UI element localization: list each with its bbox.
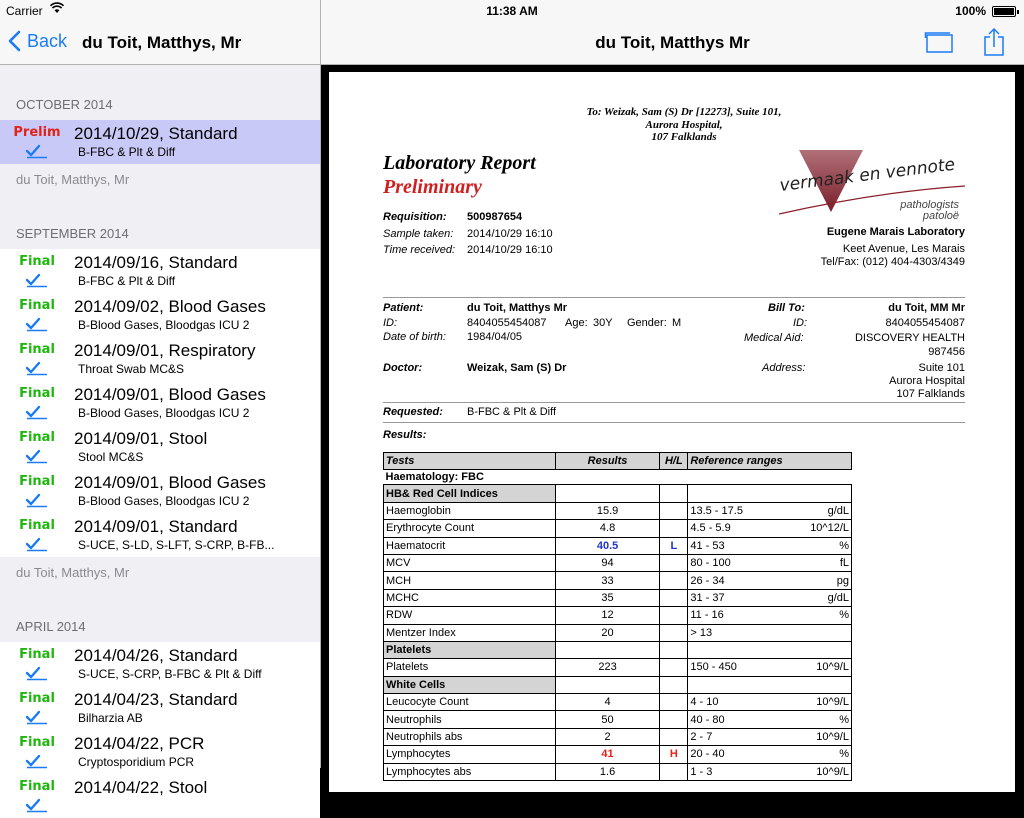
empty-cell [555, 641, 660, 658]
address-line: Aurora Hospital, [645, 118, 723, 131]
report-status: Preliminary [383, 176, 482, 198]
reference-range: 1 - 3 [690, 765, 713, 778]
report-list-item[interactable] [0, 337, 320, 381]
unit: g/dL [827, 591, 849, 604]
subsection-name: Platelets [384, 641, 556, 658]
reference-range-cell [688, 694, 852, 711]
report-status-badge: Final [19, 254, 55, 269]
lab-contact: Tel/Fax: (012) 404-4303/4349 [820, 256, 965, 268]
test-result: 20 [555, 624, 660, 641]
test-result: 41 [555, 746, 660, 763]
results-label: Results: [383, 429, 427, 441]
reference-range: 150 - 450 [690, 661, 737, 674]
column-header-reference: Reference ranges [688, 453, 852, 470]
report-viewer[interactable] [321, 65, 1024, 778]
reference-range: 26 - 34 [690, 574, 725, 587]
column-header-flag: H/L [660, 453, 688, 470]
right-navigation-bar [321, 22, 1024, 65]
lab-report-page [329, 72, 1015, 792]
report-item-title: 2014/04/22, PCR [74, 734, 205, 753]
report-list-item[interactable] [0, 293, 320, 337]
section-header [0, 194, 320, 249]
report-item-title: 2014/10/29, Standard [74, 124, 238, 143]
table-row [384, 554, 852, 571]
report-nav-title: du Toit, Matthys Mr [595, 33, 750, 52]
table-row [384, 659, 852, 676]
report-item-subtitle: Bilharzia AB [78, 711, 143, 725]
sample-taken-value: 2014/10/29 16:10 [467, 228, 553, 240]
result-flag [660, 607, 688, 624]
report-item-title: 2014/09/01, Blood Gases [74, 473, 266, 492]
section-header [0, 587, 320, 642]
divider [383, 297, 965, 298]
table-row [384, 694, 852, 711]
result-flag [660, 624, 688, 641]
tabs-icon[interactable] [924, 30, 954, 59]
test-result: 50 [555, 711, 660, 728]
subsection-name: HB& Red Cell Indices [384, 485, 556, 502]
doctor-label: Doctor: [383, 362, 423, 374]
report-item-title: 2014/09/02, Blood Gases [74, 297, 266, 316]
result-flag [660, 728, 688, 745]
report-list-item[interactable] [0, 774, 320, 818]
status-bar [0, 0, 1024, 22]
result-flag [660, 694, 688, 711]
address-line: To: Weizak, Sam (S) Dr [12273], Suite 101, [586, 106, 782, 118]
table-row [384, 624, 852, 641]
dob-label: Date of birth: [383, 331, 446, 343]
reference-range-cell [688, 520, 852, 537]
divider [383, 402, 965, 403]
chevron-left-icon [8, 30, 21, 52]
reference-range-cell [688, 624, 852, 641]
test-name: Neutrophils [384, 711, 556, 728]
address-line: 107 Falklands [651, 131, 717, 143]
back-label: Back [27, 30, 68, 51]
checkmark-icon [26, 797, 48, 818]
checkmark-icon [26, 536, 48, 557]
checkmark-icon [26, 753, 48, 774]
report-item-title: 2014/09/01, Respiratory [74, 341, 256, 360]
report-list-item[interactable] [0, 425, 320, 469]
test-name: Mentzer Index [384, 624, 556, 641]
recipient-address [519, 106, 849, 144]
report-status-badge: Prelim [13, 125, 61, 140]
report-list-item[interactable] [0, 381, 320, 425]
report-status-badge: Final [19, 298, 55, 313]
report-item-subtitle: B-FBC & Plt & Diff [78, 274, 176, 288]
column-header-tests: Tests [384, 453, 556, 470]
unit: % [839, 713, 849, 726]
reference-range: 11 - 16 [690, 609, 724, 622]
test-name: Neutrophils abs [384, 728, 556, 745]
checkmark-icon [26, 448, 48, 469]
unit: 10^9/L [816, 765, 849, 778]
reference-range: 31 - 37 [690, 591, 725, 604]
test-name: Lymphocytes [384, 746, 556, 763]
checkmark-icon [26, 404, 48, 425]
reference-range-cell [688, 589, 852, 606]
report-list-item[interactable] [0, 642, 320, 686]
test-name: Leucocyte Count [384, 694, 556, 711]
section-header-label: OCTOBER 2014 [16, 97, 113, 112]
medical-aid-label: Medical Aid: [744, 332, 804, 344]
result-flag [660, 502, 688, 519]
report-status-badge: Final [19, 474, 55, 489]
reference-range: 20 - 40 [690, 748, 725, 761]
test-name: Erythrocyte Count [384, 520, 556, 537]
report-status-badge: Final [19, 386, 55, 401]
time-received-label: Time received: [383, 244, 456, 256]
unit: % [839, 539, 849, 552]
report-list-item[interactable] [0, 730, 320, 774]
test-name: MCV [384, 554, 556, 571]
test-result: 223 [555, 659, 660, 676]
section-header [0, 65, 320, 120]
report-item-subtitle: Throat Swab MC&S [78, 362, 185, 376]
result-flag [660, 589, 688, 606]
table-row [384, 502, 852, 519]
empty-cell [688, 485, 852, 502]
test-name: Lymphocytes abs [384, 763, 556, 780]
table-row [384, 537, 852, 554]
empty-cell [555, 485, 660, 502]
requested-label: Requested: [383, 406, 443, 418]
checkmark-icon [26, 143, 48, 164]
empty-cell [660, 641, 688, 658]
test-result: 4.8 [555, 520, 660, 537]
report-item-title: 2014/09/16, Standard [74, 253, 238, 272]
report-status-badge: Final [19, 647, 55, 662]
report-item-title: 2014/04/26, Standard [74, 646, 238, 665]
result-flag: H [660, 746, 688, 763]
table-row [384, 728, 852, 745]
lab-name: Eugene Marais Laboratory [826, 226, 965, 238]
patient-age: 30Y [593, 317, 613, 329]
battery-percentage: 100% [955, 4, 986, 18]
report-item-subtitle: Stool MC&S [78, 450, 144, 464]
reference-range: 4.5 - 5.9 [690, 522, 731, 535]
id-label: ID: [383, 317, 398, 329]
section-header-label: APRIL 2014 [16, 619, 86, 634]
column-header-results: Results [555, 453, 660, 470]
checkmark-icon [26, 272, 48, 293]
left-navigation-bar [0, 22, 320, 65]
table-row [384, 589, 852, 606]
table-row [384, 607, 852, 624]
table-row [384, 746, 852, 763]
reference-range-cell [688, 572, 852, 589]
empty-cell [555, 676, 660, 693]
age-label: Age: [565, 317, 588, 329]
requisition-label: Requisition: [383, 211, 447, 223]
medical-aid-name: DISCOVERY HEALTH [854, 332, 965, 344]
table-subheader-row [384, 485, 852, 502]
report-list-item[interactable] [0, 469, 320, 513]
checkmark-icon [26, 316, 48, 337]
battery-icon [992, 6, 1016, 17]
report-title: Laboratory Report [383, 152, 536, 174]
reference-range-cell [688, 607, 852, 624]
report-item-subtitle: B-Blood Gases, Bloodgas ICU 2 [78, 494, 250, 508]
subsection-name: White Cells [384, 676, 556, 693]
sample-taken-label: Sample taken: [383, 228, 454, 240]
report-item-title: 2014/09/01, Blood Gases [74, 385, 266, 404]
reference-range-cell [688, 763, 852, 780]
table-subheader-row [384, 641, 852, 658]
empty-cell [660, 485, 688, 502]
unit: fL [839, 557, 849, 570]
test-result: 33 [555, 572, 660, 589]
reference-range-cell [688, 659, 852, 676]
reference-range-cell [688, 746, 852, 763]
gender-label: Gender: [627, 317, 667, 329]
patient-dob: 1984/04/05 [467, 331, 523, 343]
report-item-title: 2014/09/01, Stool [74, 429, 208, 448]
unit: 10^9/L [816, 696, 849, 709]
result-flag [660, 572, 688, 589]
unit: 10^9/L [816, 661, 849, 674]
result-flag: L [660, 537, 688, 554]
lab-address: Keet Avenue, Les Marais [842, 243, 965, 255]
report-list-item[interactable] [0, 120, 320, 164]
time-received-value: 2014/10/29 16:10 [467, 244, 553, 256]
test-result: 4 [555, 694, 660, 711]
divider [383, 422, 965, 423]
test-result: 40.5 [555, 537, 660, 554]
report-list[interactable] [0, 65, 320, 797]
requisition-value: 500987654 [467, 211, 523, 223]
section-footer [0, 164, 320, 194]
reference-range: > 13 [690, 626, 713, 639]
bill-to-label: Bill To: [768, 302, 805, 314]
empty-cell [660, 676, 688, 693]
result-flag [660, 520, 688, 537]
table-row [384, 711, 852, 728]
unit: 10^9/L [816, 731, 849, 744]
carrier-label: Carrier [6, 4, 43, 18]
result-flag [660, 763, 688, 780]
address-label: Address: [762, 362, 806, 374]
bill-id-label: ID: [792, 317, 807, 329]
report-item-subtitle: Cryptosporidium PCR [78, 755, 195, 769]
test-result: 1.6 [555, 763, 660, 780]
empty-cell [688, 641, 852, 658]
unit: % [839, 609, 849, 622]
doctor-address-line: 107 Falklands [896, 388, 965, 400]
lab-logo-name: vermaak en vennote [778, 154, 957, 196]
report-item-subtitle: B-Blood Gases, Bloodgas ICU 2 [78, 406, 250, 420]
report-status-badge: Final [19, 779, 55, 794]
unit: g/dL [827, 504, 849, 517]
patient-label: Patient: [383, 302, 424, 314]
checkmark-icon [26, 492, 48, 513]
checkmark-icon [26, 709, 48, 730]
test-name: Haemoglobin [384, 502, 556, 519]
report-item-title: 2014/09/01, Standard [74, 517, 238, 536]
reference-range: 40 - 80 [690, 713, 725, 726]
patient-name: du Toit, Matthys Mr [467, 302, 568, 314]
report-list-item[interactable] [0, 686, 320, 730]
lab-logo-subtitle-afrikaans: patoloë [922, 210, 959, 222]
report-status-badge: Final [19, 342, 55, 357]
doctor-address-line: Aurora Hospital [889, 375, 965, 387]
report-status-badge: Final [19, 691, 55, 706]
table-row [384, 520, 852, 537]
report-status-badge: Final [19, 518, 55, 533]
report-item-title: 2014/04/23, Standard [74, 690, 238, 709]
test-name: Platelets [384, 659, 556, 676]
reference-range: 4 - 10 [690, 696, 719, 709]
report-item-subtitle: B-FBC & Plt & Diff [78, 145, 176, 159]
result-flag [660, 554, 688, 571]
lab-logo-subtitle: pathologists [900, 199, 959, 211]
checkmark-icon [26, 665, 48, 686]
report-status-badge: Final [19, 735, 55, 750]
bill-id: 8404055454087 [885, 317, 965, 329]
unit: 10^12/L [810, 522, 849, 535]
patient-gender: M [672, 317, 682, 329]
report-item-subtitle: S-UCE, S-LD, S-LFT, S-CRP, B-FB... [78, 538, 275, 552]
checkmark-icon [26, 360, 48, 381]
requested-tests: B-FBC & Plt & Diff [467, 406, 557, 418]
doctor-address-line: Suite 101 [918, 362, 965, 374]
patient-id: 8404055454087 [467, 317, 547, 329]
clock: 11:38 AM [486, 4, 538, 18]
report-list-item[interactable] [0, 249, 320, 293]
reference-range-cell [688, 711, 852, 728]
table-row [384, 572, 852, 589]
test-name: MCH [384, 572, 556, 589]
unit: pg [836, 574, 849, 587]
reference-range-cell [688, 502, 852, 519]
share-icon[interactable] [983, 27, 1005, 62]
test-result: 12 [555, 607, 660, 624]
table-row [384, 763, 852, 780]
reference-range: 80 - 100 [690, 557, 731, 570]
section-footer-label: du Toit, Matthys, Mr [16, 172, 130, 187]
table-subheader-row [384, 676, 852, 693]
report-status-badge: Final [19, 430, 55, 445]
medical-aid-number: 987456 [928, 346, 965, 358]
test-result: 2 [555, 728, 660, 745]
test-name: Haematocrit [384, 537, 556, 554]
section-footer-label: du Toit, Matthys, Mr [16, 565, 130, 580]
reference-range-cell [688, 728, 852, 745]
test-name: MCHC [384, 589, 556, 606]
report-item-title: 2014/04/22, Stool [74, 778, 208, 797]
results-table [383, 452, 852, 781]
unit: % [839, 748, 849, 761]
section-footer [0, 557, 320, 587]
test-result: 94 [555, 554, 660, 571]
report-item-subtitle: S-UCE, S-CRP, B-FBC & Plt & Diff [78, 667, 262, 681]
bill-to-name: du Toit, MM Mr [888, 302, 965, 314]
reference-range: 41 - 53 [690, 539, 725, 552]
test-group-name: Haematology: FBC [385, 471, 484, 484]
report-item-subtitle: B-Blood Gases, Bloodgas ICU 2 [78, 318, 250, 332]
result-flag [660, 711, 688, 728]
test-result: 15.9 [555, 502, 660, 519]
reference-range: 13.5 - 17.5 [690, 504, 743, 517]
doctor-name: Weizak, Sam (S) Dr [467, 362, 567, 374]
section-header-label: SEPTEMBER 2014 [16, 226, 129, 241]
empty-cell [688, 676, 852, 693]
reference-range-cell [688, 537, 852, 554]
reference-range-cell [688, 554, 852, 571]
report-list-item[interactable] [0, 513, 320, 557]
reference-range: 2 - 7 [690, 731, 713, 744]
back-button[interactable] [8, 30, 67, 52]
result-flag [660, 659, 688, 676]
test-result: 35 [555, 589, 660, 606]
test-name: RDW [384, 607, 556, 624]
patient-list-title: du Toit, Matthys, Mr [82, 33, 242, 52]
